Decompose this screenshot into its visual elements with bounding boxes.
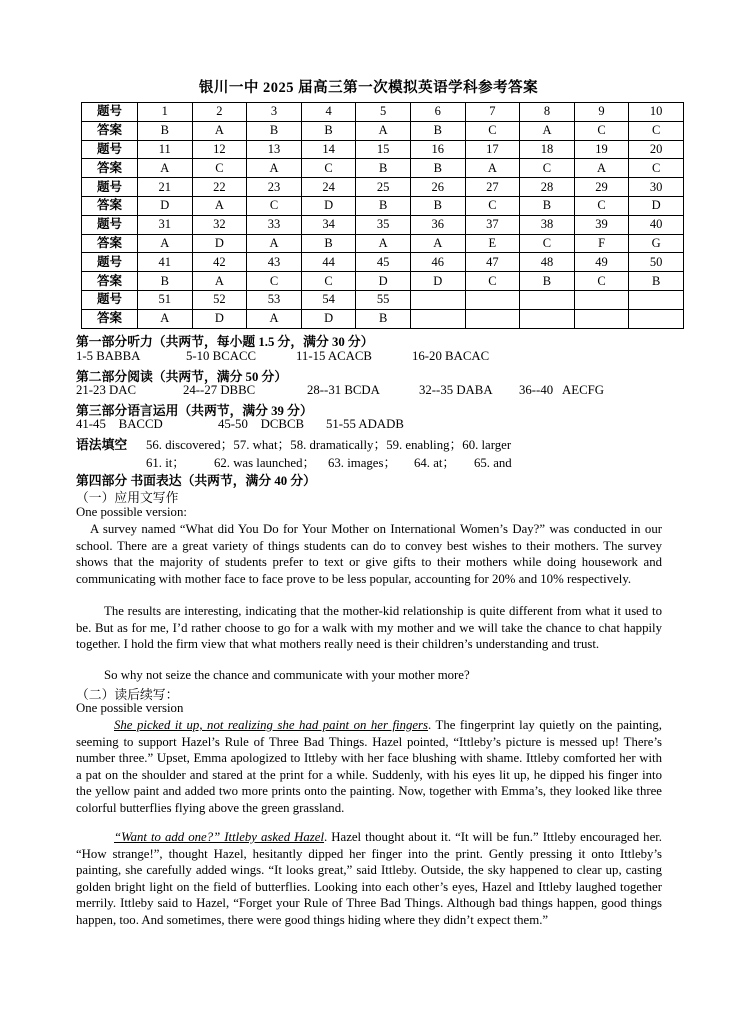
question-number-cell — [520, 290, 575, 309]
question-number-cell: 9 — [574, 103, 629, 122]
question-number-cell: 18 — [520, 140, 575, 159]
question-number-cell — [629, 290, 684, 309]
answer-letter-cell: B — [138, 272, 193, 291]
grammar-answer: 64. at； — [414, 456, 456, 470]
answer-letter-cell: B — [247, 121, 302, 140]
answer-letter-cell: B — [301, 234, 356, 253]
answer-letter-cell: B — [138, 121, 193, 140]
continuation-paragraph — [76, 717, 662, 817]
subsection-1-heading: （一）应用文写作 — [76, 491, 179, 505]
answer-letter-cell — [574, 309, 629, 328]
answer-letter-cell: D — [301, 309, 356, 328]
question-row — [82, 290, 684, 309]
question-number-cell: 40 — [629, 215, 684, 234]
question-number-cell: 52 — [192, 290, 247, 309]
answer-letter-cell: A — [356, 121, 411, 140]
grammar-answer: 63. images； — [328, 456, 397, 470]
question-number-cell: 48 — [520, 253, 575, 272]
answer-row-label: 答案 — [82, 234, 138, 253]
question-number-cell: 34 — [301, 215, 356, 234]
question-number-cell: 39 — [574, 215, 629, 234]
part2-answers — [76, 383, 676, 398]
answer-letter-cell: E — [465, 234, 520, 253]
answer-letter-cell: B — [356, 196, 411, 215]
question-number-cell: 24 — [301, 178, 356, 197]
question-number-cell: 25 — [356, 178, 411, 197]
question-number-cell: 35 — [356, 215, 411, 234]
question-number-cell: 19 — [574, 140, 629, 159]
question-number-cell: 12 — [192, 140, 247, 159]
answer-letter-cell: A — [574, 159, 629, 178]
question-row-label: 题号 — [82, 103, 138, 122]
question-row-label: 题号 — [82, 178, 138, 197]
answer-letter-cell: B — [356, 159, 411, 178]
answer-letter-cell: B — [520, 272, 575, 291]
question-number-cell: 30 — [629, 178, 684, 197]
question-number-cell: 41 — [138, 253, 193, 272]
given-first-sentence: She picked it up, not realizing she had paint on her fingers — [114, 718, 429, 732]
question-row — [82, 140, 684, 159]
answer-group: 45-50 DCBCB — [218, 417, 305, 431]
answer-letter-cell: A — [138, 309, 193, 328]
question-number-cell: 10 — [629, 103, 684, 122]
answer-letter-cell: B — [410, 121, 465, 140]
answer-letter-cell: B — [356, 309, 411, 328]
answer-letter-cell: A — [356, 234, 411, 253]
question-row-label: 题号 — [82, 253, 138, 272]
version-1-label: One possible version: — [76, 505, 187, 519]
answer-row — [82, 309, 684, 328]
question-number-cell: 5 — [356, 103, 411, 122]
answer-letter-cell: A — [192, 121, 247, 140]
answer-letter-cell: C — [574, 121, 629, 140]
essay-paragraph: So why not seize the chance and communicate with your mother more? — [104, 668, 470, 682]
answer-row — [82, 196, 684, 215]
answer-letter-cell: A — [247, 159, 302, 178]
question-number-cell: 15 — [356, 140, 411, 159]
question-number-cell: 36 — [410, 215, 465, 234]
question-number-cell: 43 — [247, 253, 302, 272]
question-number-cell: 38 — [520, 215, 575, 234]
answer-row-label: 答案 — [82, 196, 138, 215]
question-number-cell — [410, 290, 465, 309]
answer-row-label: 答案 — [82, 121, 138, 140]
question-row — [82, 215, 684, 234]
answer-letter-cell: B — [410, 196, 465, 215]
answer-row — [82, 272, 684, 291]
question-number-cell: 33 — [247, 215, 302, 234]
continuation-paragraph — [76, 829, 662, 929]
answer-group: 16-20 BACAC — [412, 349, 490, 363]
answer-row — [82, 159, 684, 178]
question-number-cell: 17 — [465, 140, 520, 159]
answer-letter-cell: A — [247, 309, 302, 328]
question-row — [82, 178, 684, 197]
question-number-cell: 22 — [192, 178, 247, 197]
answer-group: 36--40 AECFG — [519, 383, 604, 397]
question-number-cell: 27 — [465, 178, 520, 197]
grammar-line-2 — [146, 452, 737, 471]
question-row — [82, 253, 684, 272]
paragraph-text: . The fingerprint lay quietly on the painting, seeming to support Hazel’s Rule of Three Bad Things. Hazel pointed, “Ittleby’s picture is messed up! There’s number three.” Upset, Emma apologized to Ittleby with her face blushing with shame. Ittleby comforted her with a pat on the shoulder and stared at the print for a while. Suddenly, with his eyes lit up, he dipped his finger into the yellow paint and added two more prints onto the painting. Now, together with Emma’s, they looked like three colorful butterflies flying above the green grassland. — [76, 718, 662, 815]
question-row-label: 题号 — [82, 290, 138, 309]
question-number-cell: 7 — [465, 103, 520, 122]
grammar-label: 语法填空 — [76, 438, 128, 452]
answer-letter-cell: C — [247, 196, 302, 215]
answer-letter-cell: C — [192, 159, 247, 178]
answer-letter-cell: A — [465, 159, 520, 178]
grammar-answer: 65. and — [474, 456, 512, 470]
paragraph-text: . Hazel thought about it. “It will be fun.” Ittleby encouraged her. “How strange!”, thought Hazel, hesitantly dipped her finger into the print. Gently pressing it onto Ittleby’s painting, she carefully added wings. “It looks great,” said Ittleby. Outside, the sky happened to clear up, casting golden bright light on the field of butterflies. Looking into each other’s eyes, Hazel and Ittleby laughed together merrily. Ittleby said to Hazel, “Forget your Rule of Three Bad Things. Although bad things happen, good things happen, too. And sometimes, there were good things hiding where they didn’t expect them.” — [76, 830, 663, 927]
version-2-label: One possible version — [76, 701, 184, 715]
answer-letter-cell: C — [247, 272, 302, 291]
question-number-cell: 1 — [138, 103, 193, 122]
answer-letter-cell: A — [192, 196, 247, 215]
question-number-cell: 44 — [301, 253, 356, 272]
answer-letter-cell: C — [465, 272, 520, 291]
answer-letter-cell: D — [356, 272, 411, 291]
answer-letter-cell: D — [138, 196, 193, 215]
question-number-cell: 26 — [410, 178, 465, 197]
answer-letter-cell: C — [301, 159, 356, 178]
question-number-cell: 8 — [520, 103, 575, 122]
answer-group: 28--31 BCDA — [307, 383, 380, 397]
question-number-cell — [465, 290, 520, 309]
essay-paragraph: A survey named “What did You Do for Your Mother on International Women’s Day?” was conducted in our school. There are a great variety of things students can do to convey best wishes to their mothers. The survey shows that the majority of students prefer to text or give gifts to their mothers while doing housework and communicating with mother face to face prove to be less popular, accounting for 20% and 10% respectively. — [76, 522, 662, 586]
question-number-cell: 53 — [247, 290, 302, 309]
question-number-cell: 42 — [192, 253, 247, 272]
answer-letter-cell: A — [247, 234, 302, 253]
answer-letter-cell — [520, 309, 575, 328]
answer-letter-cell: D — [192, 309, 247, 328]
answer-letter-cell: G — [629, 234, 684, 253]
answer-letter-cell: C — [574, 272, 629, 291]
answer-letter-cell: C — [301, 272, 356, 291]
part2-heading: 第二部分阅读（共两节，满分 50 分） — [76, 370, 288, 384]
answer-letter-cell: C — [629, 159, 684, 178]
answer-group: 5-10 BCACC — [186, 349, 257, 363]
question-number-cell: 50 — [629, 253, 684, 272]
question-number-cell: 49 — [574, 253, 629, 272]
question-number-cell: 14 — [301, 140, 356, 159]
answer-letter-cell: C — [520, 159, 575, 178]
part3-answers — [76, 417, 676, 432]
answer-letter-cell — [629, 309, 684, 328]
answer-letter-cell: A — [138, 159, 193, 178]
answer-group: 1-5 BABBA — [76, 349, 141, 363]
question-number-cell: 54 — [301, 290, 356, 309]
question-number-cell: 4 — [301, 103, 356, 122]
part3-heading: 第三部分语言运用（共两节，满分 39 分） — [76, 404, 313, 418]
answer-letter-cell: B — [410, 159, 465, 178]
answer-letter-cell: B — [520, 196, 575, 215]
answer-letter-cell: D — [410, 272, 465, 291]
answer-table — [81, 102, 684, 329]
grammar-answer: 62. was launched； — [214, 456, 316, 470]
question-number-cell: 13 — [247, 140, 302, 159]
given-first-sentence: “Want to add one?” Ittleby asked Hazel — [114, 830, 325, 844]
answer-row — [82, 234, 684, 253]
answer-letter-cell: A — [410, 234, 465, 253]
essay-paragraph: The results are interesting, indicating that the mother-kid relationship is quite different from what it used to be. But as for me, I’d rather choose to go for a walk with my mother and we will take the chance to chat happily together. I hold the firm view that what mothers really need is their children’s understanding and trust. — [76, 604, 662, 652]
question-number-cell: 28 — [520, 178, 575, 197]
answer-row-label: 答案 — [82, 272, 138, 291]
subsection-2-heading: （二）读后续写： — [76, 688, 179, 702]
answer-group: 24--27 DBBC — [183, 383, 256, 397]
answer-group: 32--35 DABA — [419, 383, 493, 397]
question-number-cell: 11 — [138, 140, 193, 159]
answer-group: 51-55 ADADB — [326, 417, 404, 431]
answer-row-label: 答案 — [82, 159, 138, 178]
question-number-cell — [574, 290, 629, 309]
grammar-answers: 56. discovered；57. what；58. dramatically；59. enabling；60. larger — [146, 438, 512, 452]
question-number-cell: 46 — [410, 253, 465, 272]
answer-group: 11-15 ACACB — [296, 349, 372, 363]
question-number-cell: 23 — [247, 178, 302, 197]
question-number-cell: 32 — [192, 215, 247, 234]
part4-heading: 第四部分 书面表达（共两节，满分 40 分） — [76, 474, 316, 488]
question-number-cell: 16 — [410, 140, 465, 159]
question-number-cell: 55 — [356, 290, 411, 309]
answer-letter-cell: C — [465, 121, 520, 140]
page-title: 银川一中 2025 届高三第一次模拟英语学科参考答案 — [198, 80, 539, 96]
answer-letter-cell: D — [301, 196, 356, 215]
answer-group: 41-45 BACCD — [76, 417, 163, 431]
answer-letter-cell: C — [574, 196, 629, 215]
question-row — [82, 103, 684, 122]
answer-letter-cell: F — [574, 234, 629, 253]
question-number-cell: 2 — [192, 103, 247, 122]
grammar-line-1 — [76, 434, 676, 453]
answer-letter-cell: C — [629, 121, 684, 140]
question-number-cell: 3 — [247, 103, 302, 122]
grammar-answer: 61. it； — [146, 456, 186, 470]
answer-group: 21-23 DAC — [76, 383, 137, 397]
answer-letter-cell: C — [520, 234, 575, 253]
answer-letter-cell: B — [629, 272, 684, 291]
answer-letter-cell: D — [629, 196, 684, 215]
question-number-cell: 37 — [465, 215, 520, 234]
question-number-cell: 6 — [410, 103, 465, 122]
answer-letter-cell — [410, 309, 465, 328]
answer-letter-cell: D — [192, 234, 247, 253]
question-number-cell: 21 — [138, 178, 193, 197]
part1-answers — [76, 349, 676, 364]
answer-letter-cell: C — [465, 196, 520, 215]
answer-letter-cell: A — [192, 272, 247, 291]
answer-letter-cell — [465, 309, 520, 328]
part1-heading: 第一部分听力（共两节，每小题 1.5 分，满分 30 分） — [76, 335, 374, 349]
question-number-cell: 20 — [629, 140, 684, 159]
question-number-cell: 45 — [356, 253, 411, 272]
answer-row — [82, 121, 684, 140]
answer-letter-cell: B — [301, 121, 356, 140]
question-number-cell: 29 — [574, 178, 629, 197]
question-number-cell: 31 — [138, 215, 193, 234]
answer-letter-cell: A — [520, 121, 575, 140]
answer-letter-cell: A — [138, 234, 193, 253]
question-number-cell: 51 — [138, 290, 193, 309]
question-row-label: 题号 — [82, 140, 138, 159]
answer-row-label: 答案 — [82, 309, 138, 328]
question-number-cell: 47 — [465, 253, 520, 272]
question-row-label: 题号 — [82, 215, 138, 234]
